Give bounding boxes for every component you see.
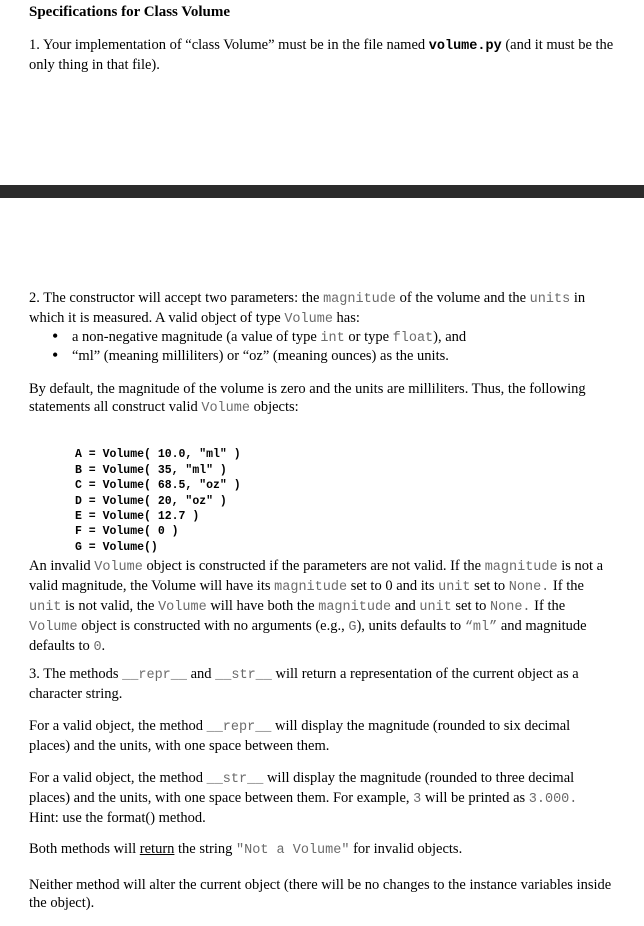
filename-code: volume.py: [428, 39, 502, 54]
code-line: E = Volume( 12.7 ): [75, 510, 200, 524]
both-methods-paragraph: Both methods will return the string "Not a Volume" for invalid objects.: [29, 841, 463, 858]
section-1-paragraph: 1. Your implementation of “class Volume” must be in the file named volume.py (and it must be the only thing in that file).: [29, 37, 614, 73]
code-example-block: [75, 432, 241, 571]
code-line: C = Volume( 68.5, "oz" ): [75, 479, 241, 493]
section-3-paragraph: 3. The methods __repr__ and __str__ will return a representation of the current object as a character string.: [29, 666, 579, 702]
str-description-paragraph: For a valid object, the method __str__ will display the magnitude (rounded to three decimal places) and the units, with one space between them. For example, 3 will be printed as 3.000. Hint: use the format() method.: [29, 770, 578, 826]
code-line: A = Volume( 10.0, "ml" ): [75, 448, 241, 462]
default-paragraph: By default, the magnitude of the volume is zero and the units are milliliters. Thus, the following statements all construct valid Volume objects:: [29, 381, 586, 416]
code-line: G = Volume(): [75, 540, 158, 554]
section-2-paragraph: 2. The constructor will accept two parameters: the magnitude of the volume and the units in which it is measured. A valid object of type Volume has:: [29, 290, 586, 327]
bullet-item-magnitude: • a non-negative magnitude (a value of type int or type float), and: [52, 328, 614, 348]
divider-bar: [0, 185, 644, 198]
code-line: D = Volume( 20, "oz" ): [75, 494, 227, 508]
code-line: B = Volume( 35, "ml" ): [75, 463, 227, 477]
neither-method-paragraph: Neither method will alter the current object (there will be no changes to the instance variables inside the object).: [29, 877, 612, 911]
code-line: F = Volume( 0 ): [75, 525, 179, 539]
bullet-item-units: • “ml” (meaning milliliters) or “oz” (meaning ounces) as the units.: [52, 347, 614, 365]
hint-text: Hint: use the format() method.: [29, 810, 206, 826]
repr-description-paragraph: For a valid object, the method __repr__ will display the magnitude (rounded to six decimal places) and the units, with one space between them.: [29, 718, 571, 754]
invalid-object-paragraph: An invalid Volume object is constructed if the parameters are not valid. If the magnitude is not a valid magnitude, the Volume will have its magnitude set to 0 and its unit set to None. If the unit is not valid, the Volume will have both the magnitude and unit set to None. If the Volume object is constructed with no arguments (e.g., G), units defaults to “ml” and magnitude defaults to 0.: [29, 558, 604, 655]
page-title: Specifications for Class Volume: [29, 4, 230, 20]
